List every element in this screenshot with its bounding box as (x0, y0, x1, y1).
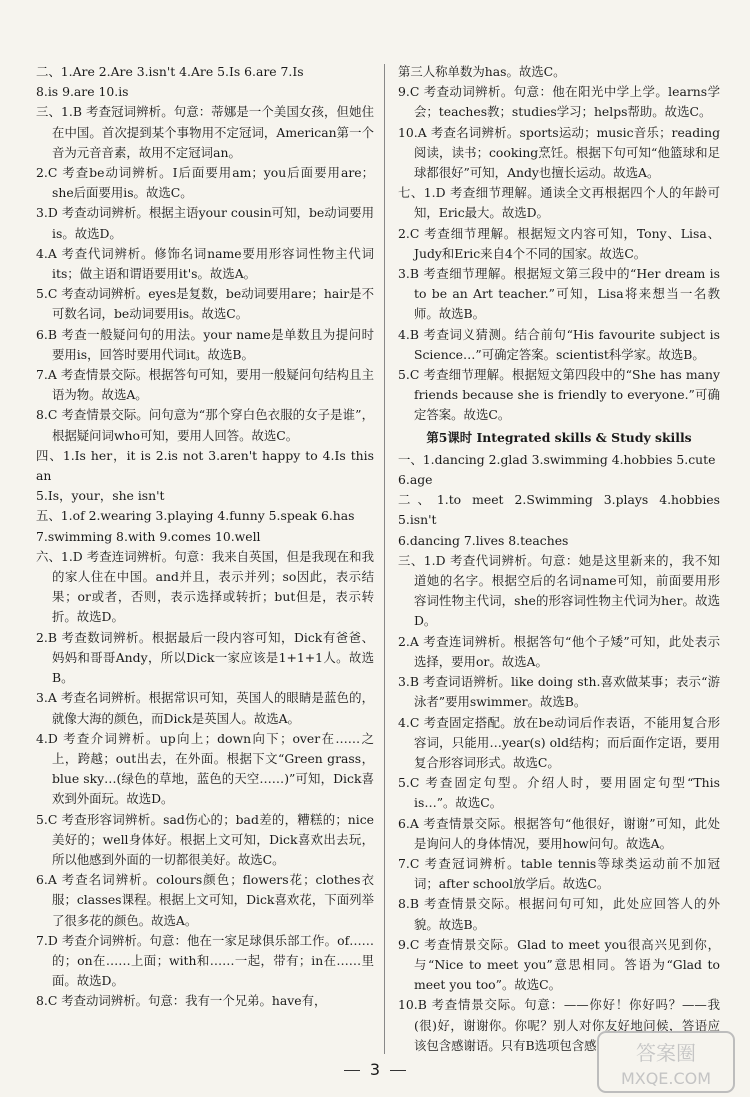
answer-item: 4.A 考查代词辨析。修饰名词name要用形容词性物主代词its；做主语和谓语要用it's。故选A。 (36, 245, 374, 282)
answer-item: 8.C 考查情景交际。问句意为“那个穿白色衣服的女子是谁”，根据疑问词who可知，要用人回答。故选C。 (36, 407, 374, 443)
answer-item: 2.B 考查数词辨析。根据最后一段内容可知，Dick有爸爸、妈妈和哥哥Andy，所以Dick一家应该是1+1+1人。故选B。 (36, 629, 374, 686)
page-number-text: 3 (369, 1060, 381, 1079)
answer-item: 3.B 考查细节理解。根据短文第三段中的“Her dream is to be an Art teacher.”可知，Lisa将来想当一名教师。故选B。 (398, 266, 720, 322)
answer-item: 三、1.B 考查冠词辨析。句意：蒂娜是一个美国女孩，但她住在中国。首次提到某个事物用不定冠词，American第一个音为元音音素，故用不定冠词an。 (36, 104, 374, 160)
answer-item: 10.B 考查情景交际。句意：——你好！你好吗？——我(很)好，谢谢你。你呢？别人对你友好地问候，答语应该包含感谢语。只有B选项包含感 (398, 997, 720, 1053)
answer-item: 七、1.D 考查细节理解。通读全文再根据四个人的年龄可知，Eric最大。故选D。 (398, 185, 720, 221)
answer-item: 8.B 考查情景交际。根据问句可知，此处应回答人的外貌。故选B。 (398, 896, 720, 932)
answer-item: 3.B 考查词语辨析。like doing sth.喜欢做某事；表示“游泳者”要用swimmer。故选B。 (398, 674, 720, 710)
right-column (398, 62, 720, 1056)
answer-line: 一、1.dancing 2.glad 3.swimming 4.hobbies 5.cute (398, 451, 716, 467)
answer-item: 9.C 考查情景交际。Glad to meet you很高兴见到你，与“Nice to meet you”意思相同。答语为“Glad to meet you too”。故选C。 (398, 936, 720, 993)
answer-line: 二、1.Are 2.Are 3.isn't 4.Are 5.Is 6.are 7.Is (36, 64, 304, 79)
answer-item: 6.B 考查一般疑问句的用法。your name是单数且为提问时要用is，回答时要用代词it。故选B。 (36, 326, 374, 362)
answer-line: 二、1.to meet 2.Swimming 3.plays 4.hobbies 5.isn't (398, 492, 720, 528)
answer-item: 5.C 考查形容词辨析。sad伤心的；bad差的，糟糕的；nice美好的；well身体好。根据上文可知，Dick喜欢出去玩，所以他感到外面的一切都很美好。故选C。 (36, 811, 374, 867)
answer-item: 5.C 考查细节理解。根据短文第四段中的“She has many friends because she is friendly to everyone.”可确定答案。故选C。 (398, 367, 720, 423)
answer-line: 五、1.of 2.wearing 3.playing 4.funny 5.speak 6.has (36, 508, 355, 524)
svg-text:答案圈: 答案圈 (636, 1041, 696, 1065)
answer-item: 10.A 考查名词辨析。sports运动；music音乐；reading阅读，读书；cooking烹饪。根据下句可知“他篮球和足球都很好”可知，Andy也擅长运动。故选A。 (398, 124, 720, 181)
answer-item: 4.B 考查词义猜测。结合前句“His favourite subject is Science…”可确定答案。scientist科学家。故选B。 (398, 326, 720, 362)
answer-item: 4.D 考查介词辨析。up向上；down向下；over在……之上，跨越；out出去，在外面。根据下文“Green grass，blue sky…(绿色的草地，蓝色的天空……)”可知，Dick喜欢到外面玩。故选D。 (36, 730, 374, 807)
answer-item: 2.A 考查连词辨析。根据答句“他个子矮”可知，此处表示选择，要用or。故选A。 (398, 633, 720, 669)
answer-item: 7.D 考查介词辨析。句意：他在一家足球俱乐部工作。of……的；on在……上面；with和……一起，带有；in在……里面。故选D。 (36, 932, 374, 989)
answer-line: 四、1.Is her，it is 2.is not 3.aren't happy to 4.Is this an (36, 447, 374, 484)
lesson-heading: 第5课时 Integrated skills & Study skills (426, 429, 692, 445)
answer-item: 4.C 考查固定搭配。放在be动词后作表语，不能用复合形容词，只能用…year(s) old结构；而后面作定语，要用复合形容词形式。故选C。 (398, 714, 720, 770)
answer-item: 6.A 考查名词辨析。colours颜色；flowers花；clothes衣服；classes课程。根据上文可知，Dick喜欢花，下面列举了很多花的颜色。故选A。 (36, 872, 374, 928)
answer-item: 8.C 考查动词辨析。句意：我有一个兄弟。have有， (36, 993, 327, 1009)
answer-line: 6.dancing 7.lives 8.teaches (398, 532, 569, 548)
answer-line: 6.age (398, 472, 433, 488)
answer-item: 六、1.D 考查连词辨析。句意：我来自英国，但是我现在和我的家人住在中国。and并且，表示并列；so因此，表示结果；or或者，否则，表示选择或转折；but但是，表示转折。故选D。 (36, 548, 374, 625)
column-divider (384, 64, 385, 1054)
left-column (36, 62, 374, 1012)
answer-item: 2.C 考查细节理解。根据短文内容可知，Tony、Lisa、Judy和Eric来自4个不同的国家。故选C。 (398, 225, 720, 261)
answer-line: 7.swimming 8.with 9.comes 10.well (36, 528, 261, 544)
answer-line: 8.is 9.are 10.is (36, 84, 129, 100)
answer-item: 9.C 考查动词辨析。句意：他在阳光中学上学。learns学会；teaches教；studies学习；helps帮助。故选C。 (398, 84, 720, 120)
answer-item: 7.A 考查情景交际。根据答句可知，要用一般疑问句结构且主语为物。故选A。 (36, 367, 374, 403)
answer-item: 2.C 考查be动词辨析。I后面要用am；you后面要用are；she后面要用is。故选C。 (36, 165, 374, 201)
watermark-logo (596, 1030, 736, 1094)
answer-item: 7.C 考查冠词辨析。table tennis等球类运动前不加冠词；after school放学后。故选C。 (398, 855, 720, 892)
answer-line: 5.Is，your，she isn't (36, 488, 165, 504)
answer-item: 三、1.D 考查代词辨析。句意：她是这里新来的，我不知道她的名字。根据空后的名词name可知，前面要用形容词性物主代词，she的形容词性物主代词为her。故选D。 (398, 552, 720, 629)
answer-item: 3.A 考查名词辨析。根据常识可知，英国人的眼睛是蓝色的，就像大海的颜色，而Dick是英国人。故选A。 (36, 690, 374, 726)
answer-item: 5.C 考查固定句型。介绍人时，要用固定句型“This is…”。故选C。 (398, 775, 720, 811)
answer-item: 5.C 考查动词辨析。eyes是复数，be动词要用are；hair是不可数名词，be动词要用is。故选C。 (36, 286, 374, 322)
dash-left (344, 1070, 360, 1071)
dash-right (390, 1070, 406, 1071)
answer-item: 3.D 考查动词辨析。根据主语your cousin可知，be动词要用is。故选D。 (36, 205, 374, 241)
answer-line: 第三人称单数为has。故选C。 (398, 64, 566, 79)
answer-item: 6.A 考查情景交际。根据答句“他很好，谢谢”可知，此处是询问人的身体情况，要用how问句。故选A。 (398, 815, 720, 851)
svg-text:MXQE.COM: MXQE.COM (620, 1069, 712, 1088)
